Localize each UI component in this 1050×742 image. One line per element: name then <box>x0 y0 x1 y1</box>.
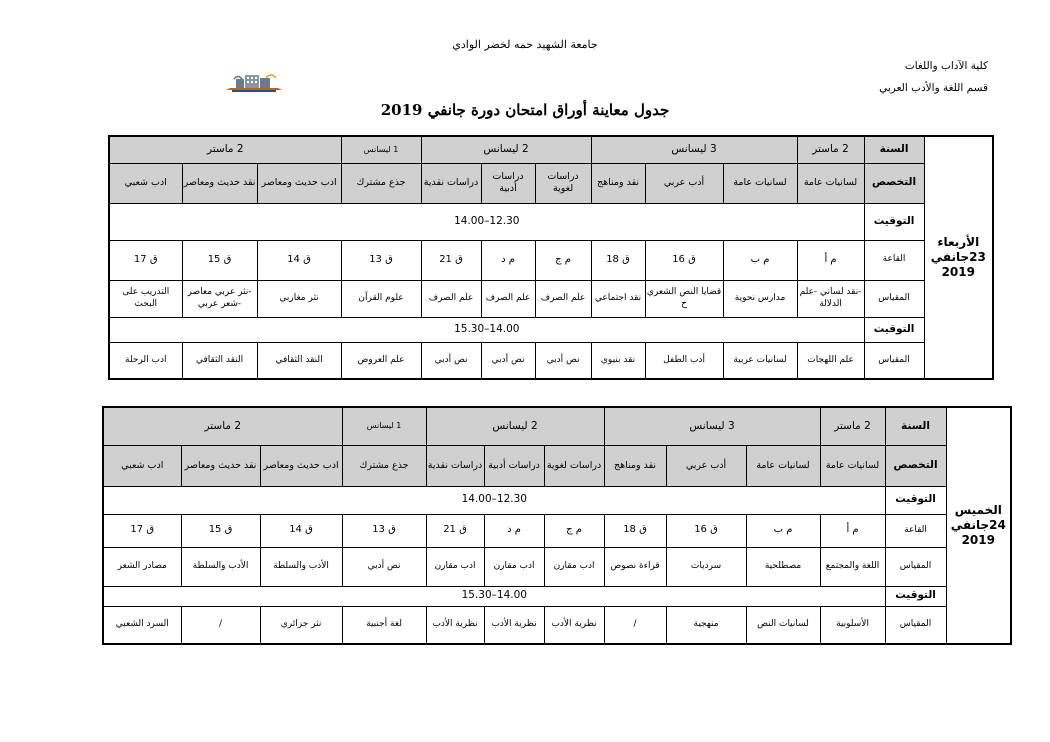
module-cell: التدريب على البحث <box>109 280 182 317</box>
module-cell: سرديات <box>666 547 746 586</box>
module-cell: قراءة نصوص <box>604 547 666 586</box>
hall-label: القاعة <box>885 514 946 547</box>
spec-cell: لسانيات عامة <box>797 163 864 203</box>
module-cell: ادب مقارن <box>426 547 484 586</box>
module-cell: النقد الثقافي <box>182 342 257 379</box>
module-label: المقياس <box>864 280 924 317</box>
module-cell: نثر جزائري <box>260 606 342 644</box>
spec-cell: لسانيات عامة <box>746 445 820 486</box>
module-cell: ادب مقارن <box>484 547 544 586</box>
spec-cell: ادب شعبي <box>109 163 182 203</box>
timing-slot-1: 12.30–14.00 <box>103 486 885 514</box>
room-cell: ق 14 <box>260 514 342 547</box>
spec-cell: دراسات لغوية <box>544 445 604 486</box>
module-cell: السرد الشعبي <box>103 606 181 644</box>
day-date: 24جانفي <box>950 518 1006 532</box>
department-name: قسم اللغة والأدب العربي <box>879 82 988 94</box>
module-cell: نظرية الأدب <box>426 606 484 644</box>
module-cell: علم الصرف <box>421 280 481 317</box>
spec-cell: جذع مشترك <box>341 163 421 203</box>
room-cell: ق 15 <box>181 514 260 547</box>
day-year: 2019 <box>961 533 995 547</box>
day-date: 23جانفي <box>930 250 986 264</box>
module-cell: نثر مغاربي <box>257 280 341 317</box>
year-label: السنة <box>885 407 946 445</box>
module-cell: علم الصرف <box>535 280 591 317</box>
spec-label: التخصص <box>885 445 946 486</box>
spec-cell: دراسات نقدية <box>421 163 481 203</box>
room-cell: ق 17 <box>103 514 181 547</box>
module-cell: علوم القرآن <box>341 280 421 317</box>
spec-cell: نقد ومناهج <box>591 163 645 203</box>
room-cell: ق 16 <box>666 514 746 547</box>
room-cell: م ج <box>544 514 604 547</box>
module-cell: الأدب والسلطة <box>260 547 342 586</box>
university-logo-icon <box>226 70 282 92</box>
year-group-master2-b: 2 ماستر <box>103 407 342 445</box>
day-name: الأربعاء <box>937 235 980 249</box>
module-cell: مصطلحية <box>746 547 820 586</box>
year-group-licence3: 3 ليسانس <box>604 407 820 445</box>
module-cell: علم الصرف <box>481 280 535 317</box>
spec-cell: لسانيات عامة <box>820 445 885 486</box>
module-cell: ادب مقارن <box>544 547 604 586</box>
document-title: جدول معاينة أوراق امتحان دورة جانفي 2019 <box>380 101 670 119</box>
year-group-master2-b: 2 ماستر <box>109 136 341 163</box>
room-cell: م أ <box>820 514 885 547</box>
module-cell: -نثر عربي معاصر -شعر عربي <box>182 280 257 317</box>
module-cell: نظرية الأدب <box>484 606 544 644</box>
timing-label: التوقيت <box>864 203 924 240</box>
room-cell: م د <box>484 514 544 547</box>
spec-cell: نقد حديث ومعاصر <box>182 163 257 203</box>
spec-cell: ادب حديث ومعاصر <box>257 163 341 203</box>
spec-cell: ادب شعبي <box>103 445 181 486</box>
spec-cell: أدب عربي <box>645 163 723 203</box>
spec-cell: دراسات أدبية <box>484 445 544 486</box>
room-cell: ق 15 <box>182 240 257 280</box>
module-cell: مدارس نحوية <box>723 280 797 317</box>
day-year: 2019 <box>941 265 975 279</box>
module-label: المقياس <box>885 547 946 586</box>
year-group-master2: 2 ماستر <box>797 136 864 163</box>
room-cell: ق 21 <box>426 514 484 547</box>
spec-cell: لسانيات عامة <box>723 163 797 203</box>
spec-label: التخصص <box>864 163 924 203</box>
year-label: السنة <box>864 136 924 163</box>
module-cell: نقد بنيوي <box>591 342 645 379</box>
room-cell: ق 21 <box>421 240 481 280</box>
year-group-licence2: 2 ليسانس <box>426 407 604 445</box>
module-cell: نظرية الأدب <box>544 606 604 644</box>
module-label: المقياس <box>885 606 946 644</box>
module-cell: نص أدبي <box>342 547 426 586</box>
spec-cell: أدب عربي <box>666 445 746 486</box>
module-cell: الأدب والسلطة <box>181 547 260 586</box>
module-cell: قضايا النص الشعري ح <box>645 280 723 317</box>
module-cell: اللغة والمجتمع <box>820 547 885 586</box>
module-label: المقياس <box>864 342 924 379</box>
hall-label: القاعة <box>864 240 924 280</box>
spec-cell: نقد ومناهج <box>604 445 666 486</box>
timing-slot-1: 12.30–14.00 <box>109 203 864 240</box>
room-cell: م ب <box>723 240 797 280</box>
room-cell: م أ <box>797 240 864 280</box>
module-cell: علم العروض <box>341 342 421 379</box>
room-cell: م ج <box>535 240 591 280</box>
timing-slot-2: 14.00–15.30 <box>109 317 864 342</box>
module-cell: لغة أجنبية <box>342 606 426 644</box>
room-cell: ق 14 <box>257 240 341 280</box>
spec-cell: دراسات لغوية <box>535 163 591 203</box>
schedule-table-day1 <box>108 135 994 380</box>
room-cell: ق 18 <box>604 514 666 547</box>
module-cell: لسانيات النص <box>746 606 820 644</box>
module-cell: نص أدبي <box>421 342 481 379</box>
module-cell: نص أدبي <box>535 342 591 379</box>
module-cell: نص أدبي <box>481 342 535 379</box>
room-cell: م د <box>481 240 535 280</box>
spec-cell: ادب حديث ومعاصر <box>260 445 342 486</box>
spec-cell: نقد حديث ومعاصر <box>181 445 260 486</box>
module-cell: / <box>181 606 260 644</box>
year-group-licence1: 1 ليسانس <box>341 136 421 163</box>
year-group-licence1: 1 ليسانس <box>342 407 426 445</box>
year-group-master2: 2 ماستر <box>820 407 885 445</box>
module-cell: الأسلوبية <box>820 606 885 644</box>
module-cell: علم اللهجات <box>797 342 864 379</box>
module-cell: ادب الرحلة <box>109 342 182 379</box>
module-cell: نقد اجتماعي <box>591 280 645 317</box>
day-name: الخميس <box>954 503 1002 517</box>
spec-cell: دراسات نقدية <box>426 445 484 486</box>
room-cell: ق 16 <box>645 240 723 280</box>
module-cell: / <box>604 606 666 644</box>
year-group-licence3: 3 ليسانس <box>591 136 797 163</box>
module-cell: مصادر الشعر <box>103 547 181 586</box>
timing-label: التوقيت <box>885 586 946 606</box>
day-cell <box>924 136 993 379</box>
module-cell: أدب الطفل <box>645 342 723 379</box>
schedule-table-day2 <box>102 406 1012 645</box>
module-cell: منهجية <box>666 606 746 644</box>
timing-label: التوقيت <box>864 317 924 342</box>
timing-slot-2: 14.00–15.30 <box>103 586 885 606</box>
module-cell: النقد الثقافي <box>257 342 341 379</box>
room-cell: م ب <box>746 514 820 547</box>
room-cell: ق 18 <box>591 240 645 280</box>
room-cell: ق 13 <box>341 240 421 280</box>
spec-cell: دراسات أدبية <box>481 163 535 203</box>
day-cell <box>946 407 1011 644</box>
room-cell: ق 13 <box>342 514 426 547</box>
module-cell: لسانيات عربية <box>723 342 797 379</box>
faculty-name: كلية الآداب واللغات <box>904 60 988 72</box>
room-cell: ق 17 <box>109 240 182 280</box>
timing-label: التوقيت <box>885 486 946 514</box>
university-name: جامعة الشهيد حمه لخضر الوادي <box>452 38 598 51</box>
year-group-licence2: 2 ليسانس <box>421 136 591 163</box>
spec-cell: جذع مشترك <box>342 445 426 486</box>
module-cell: -نقد لساني -علم الدلالة <box>797 280 864 317</box>
